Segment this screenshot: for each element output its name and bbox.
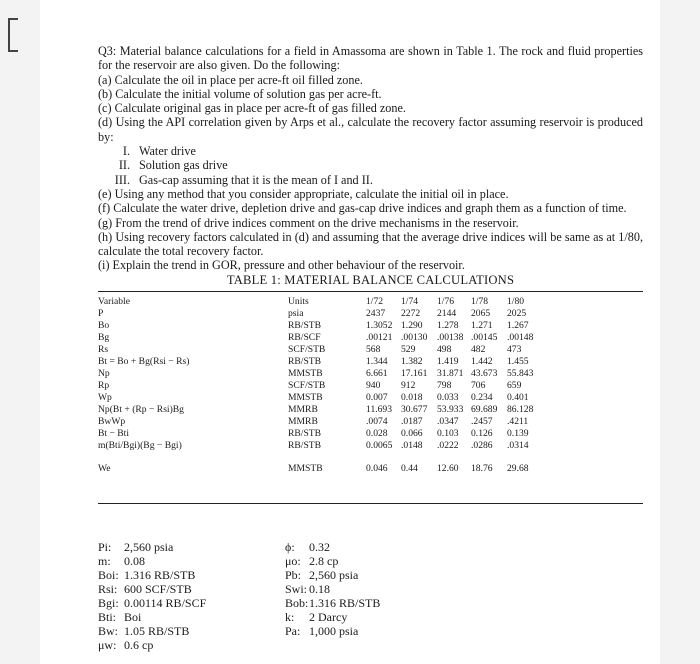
row-variable: Bt = Bo + Bg(Rsi − Rs) xyxy=(98,356,190,368)
property-label: Bgi: xyxy=(98,596,119,610)
property-label: Boi: xyxy=(98,568,119,582)
row-value: 912 xyxy=(401,380,416,392)
row-value: 2437 xyxy=(366,308,386,320)
property-row xyxy=(285,596,380,610)
row-value: .4211 xyxy=(507,416,529,428)
row-value: 0.0065 xyxy=(366,440,393,452)
question-h: (h) Using recovery factors calculated in (d) and assuming that the average drive indices will be same as at 1/80, calculate the total recovery factor. xyxy=(98,229,643,259)
property-value: 1,000 psia xyxy=(309,624,359,638)
viewer-right-margin xyxy=(660,0,700,664)
row-value: 43.673 xyxy=(471,368,498,380)
row-value: 11.693 xyxy=(366,404,393,416)
row-value: 2025 xyxy=(507,308,527,320)
row-units: MMSTB xyxy=(288,368,323,380)
property-label: ϕ: xyxy=(285,540,295,554)
row-value: .2457 xyxy=(471,416,493,428)
question-e: (e) Using any method that you consider appropriate, calculate the initial oil in place. xyxy=(98,186,509,201)
property-label: m: xyxy=(98,554,111,568)
row-value: 0.046 xyxy=(366,463,388,475)
property-label: k: xyxy=(285,610,295,624)
property-label: Pi: xyxy=(98,540,112,554)
row-variable: BwWp xyxy=(98,416,126,428)
property-label: Bw: xyxy=(98,624,119,638)
row-units: SCF/STB xyxy=(288,380,326,392)
property-row xyxy=(98,610,206,624)
row-value: 1.419 xyxy=(437,356,459,368)
row-value: 1.442 xyxy=(471,356,493,368)
property-value: 1.316 RB/STB xyxy=(309,596,381,610)
question-f: (f) Calculate the water drive, depletion drive and gas-cap drive indices and graph them as a function of time. xyxy=(98,201,627,216)
question-b: (b) Calculate the initial volume of solution gas per acre-ft. xyxy=(98,86,382,101)
mechanism-item xyxy=(98,173,643,187)
row-value: 568 xyxy=(366,344,381,356)
property-value: 2.8 cp xyxy=(309,554,339,568)
row-variable: Np(Bt + (Rp − Rsi)Bg xyxy=(98,404,184,416)
property-row xyxy=(98,554,206,568)
row-variable: Bo xyxy=(98,320,110,332)
row-variable: m(Bti/Bgi)(Bg − Bgi) xyxy=(98,440,182,452)
question-a: (a) Calculate the oil in place per acre-ft oil filled zone. xyxy=(98,72,363,87)
property-row xyxy=(98,596,206,610)
property-value: 0.18 xyxy=(309,582,330,596)
row-units: MMRB xyxy=(288,404,318,416)
row-value: 2144 xyxy=(437,308,457,320)
property-value: 0.32 xyxy=(309,540,330,554)
row-value: 0.44 xyxy=(401,463,418,475)
row-units: RB/SCF xyxy=(288,332,321,344)
table-title: TABLE 1: MATERIAL BALANCE CALCULATIONS xyxy=(226,272,515,287)
row-value: 0.007 xyxy=(366,392,388,404)
mechanism-text: Gas-cap assuming that it is the mean of I and II. xyxy=(139,172,373,187)
row-value: .00138 xyxy=(437,332,464,344)
property-label: μo: xyxy=(285,554,301,568)
row-units: MMSTB xyxy=(288,392,323,404)
row-value: 798 xyxy=(437,380,452,392)
header-date: 1/78 xyxy=(471,296,489,308)
property-value: 0.08 xyxy=(124,554,145,568)
property-value: 0.6 cp xyxy=(124,638,154,652)
mechanism-text: Solution gas drive xyxy=(139,158,228,173)
row-value: 1.455 xyxy=(507,356,529,368)
row-value: 529 xyxy=(401,344,416,356)
mechanism-item xyxy=(98,144,643,158)
row-units: RB/STB xyxy=(288,428,322,440)
property-value: 1.316 RB/STB xyxy=(124,568,196,582)
row-value: 12.60 xyxy=(437,463,459,475)
table-bottom-rule xyxy=(98,503,643,504)
row-value: 0.139 xyxy=(507,428,529,440)
row-value: 30.677 xyxy=(401,404,428,416)
header-date: 1/80 xyxy=(507,296,525,308)
property-value: 2 Darcy xyxy=(309,610,348,624)
property-row xyxy=(98,568,206,582)
property-value: Boi xyxy=(124,610,142,624)
document-page xyxy=(40,0,660,664)
header-date: 1/74 xyxy=(401,296,419,308)
property-row xyxy=(285,554,380,568)
row-value: 0.018 xyxy=(401,392,423,404)
row-value: 55.843 xyxy=(507,368,534,380)
row-variable: Bt − Bti xyxy=(98,428,130,440)
row-value: .0187 xyxy=(401,416,423,428)
header-variable: Variable xyxy=(98,296,130,308)
mechanism-text: Water drive xyxy=(139,144,196,159)
mechanism-number: II. xyxy=(118,158,130,173)
property-label: μw: xyxy=(98,638,117,652)
row-value: .00121 xyxy=(366,332,393,344)
question-block xyxy=(98,44,643,504)
property-label: Bob: xyxy=(285,596,309,610)
row-value: .00148 xyxy=(507,332,534,344)
question-intro: Q3: Material balance calculations for a field in Amassoma are shown in Table 1. The rock and fluid properties for the reservoir are also given. Do the following: xyxy=(98,44,643,73)
row-value: 17.161 xyxy=(401,368,428,380)
property-label: Rsi: xyxy=(98,582,118,596)
row-value: 2065 xyxy=(471,308,491,320)
row-units: RB/STB xyxy=(288,356,322,368)
header-date: 1/72 xyxy=(366,296,384,308)
row-value: .0347 xyxy=(437,416,459,428)
question-c: (c) Calculate original gas in place per acre-ft of gas filled zone. xyxy=(98,101,406,116)
bracket-icon xyxy=(8,18,18,52)
row-value: .0074 xyxy=(366,416,388,428)
row-value: 86.128 xyxy=(507,404,534,416)
property-row xyxy=(98,638,206,652)
row-variable: We xyxy=(98,463,111,475)
property-value: 600 SCF/STB xyxy=(124,582,192,596)
property-row xyxy=(98,582,206,596)
header-date: 1/76 xyxy=(437,296,455,308)
row-variable: Wp xyxy=(98,392,112,404)
property-value: 2,560 psia xyxy=(124,540,174,554)
properties-left-column xyxy=(98,540,206,652)
row-value: 940 xyxy=(366,380,381,392)
row-value: 6.661 xyxy=(366,368,388,380)
property-row xyxy=(285,568,380,582)
property-value: 0.00114 RB/SCF xyxy=(124,596,207,610)
property-value: 1.05 RB/STB xyxy=(124,624,190,638)
property-row xyxy=(285,610,380,624)
row-value: .0286 xyxy=(471,440,493,452)
row-value: 1.267 xyxy=(507,320,529,332)
row-value: 0.033 xyxy=(437,392,459,404)
row-value: 18.76 xyxy=(471,463,493,475)
row-value: 31.871 xyxy=(437,368,464,380)
row-units: MMSTB xyxy=(288,463,323,475)
row-value: 1.382 xyxy=(401,356,423,368)
mechanism-number: III. xyxy=(114,172,130,187)
row-value: .0222 xyxy=(437,440,459,452)
row-value: 0.126 xyxy=(471,428,493,440)
property-row xyxy=(285,540,380,554)
header-units: Units xyxy=(288,296,309,308)
row-value: 1.3052 xyxy=(366,320,393,332)
row-variable: Rs xyxy=(98,344,109,356)
property-row xyxy=(98,540,206,554)
row-value: .0314 xyxy=(507,440,529,452)
row-value: 29.68 xyxy=(507,463,529,475)
property-row xyxy=(285,582,380,596)
row-value: .0148 xyxy=(401,440,423,452)
row-value: 0.103 xyxy=(437,428,459,440)
question-g: (g) From the trend of drive indices comment on the drive mechanisms in the reservoir. xyxy=(98,215,519,230)
question-d: (d) Using the API correlation given by Arps et al., calculate the recovery factor assuming reservoir is produced by: xyxy=(98,115,643,144)
property-value: 2,560 psia xyxy=(309,568,359,582)
row-value: 706 xyxy=(471,380,486,392)
row-value: 69.689 xyxy=(471,404,498,416)
table-row xyxy=(98,464,643,476)
row-units: MMRB xyxy=(288,416,318,428)
row-value: 1.278 xyxy=(437,320,459,332)
row-variable: Np xyxy=(98,368,110,380)
row-value: 2272 xyxy=(401,308,421,320)
row-units: psia xyxy=(288,308,304,320)
row-value: 498 xyxy=(437,344,452,356)
row-variable: Rp xyxy=(98,380,110,392)
material-balance-table xyxy=(98,292,643,497)
row-value: 53.933 xyxy=(437,404,464,416)
property-label: Pa: xyxy=(285,624,301,638)
question-i: (i) Explain the trend in GOR, pressure and other behaviour of the reservoir. xyxy=(98,258,465,273)
mechanism-number: I. xyxy=(122,144,130,159)
row-units: RB/STB xyxy=(288,320,322,332)
property-row xyxy=(98,624,206,638)
row-value: .00145 xyxy=(471,332,498,344)
row-value: .00130 xyxy=(401,332,428,344)
mechanism-item xyxy=(98,158,643,172)
row-units: RB/STB xyxy=(288,440,322,452)
property-label: Pb: xyxy=(285,568,302,582)
viewer-left-margin xyxy=(0,0,40,664)
row-value: 1.271 xyxy=(471,320,493,332)
row-value: 0.066 xyxy=(401,428,423,440)
property-label: Swi: xyxy=(285,582,308,596)
properties-right-column xyxy=(285,540,380,638)
row-units: SCF/STB xyxy=(288,344,326,356)
table-row xyxy=(98,441,643,453)
row-variable: P xyxy=(98,308,104,320)
row-value: 482 xyxy=(471,344,486,356)
property-label: Bti: xyxy=(98,610,117,624)
row-value: 0.234 xyxy=(471,392,493,404)
row-value: 473 xyxy=(507,344,522,356)
row-value: 1.344 xyxy=(366,356,388,368)
row-value: 1.290 xyxy=(401,320,423,332)
row-value: 0.401 xyxy=(507,392,529,404)
property-row xyxy=(285,624,380,638)
row-variable: Bg xyxy=(98,332,110,344)
row-value: 659 xyxy=(507,380,522,392)
row-value: 0.028 xyxy=(366,428,388,440)
